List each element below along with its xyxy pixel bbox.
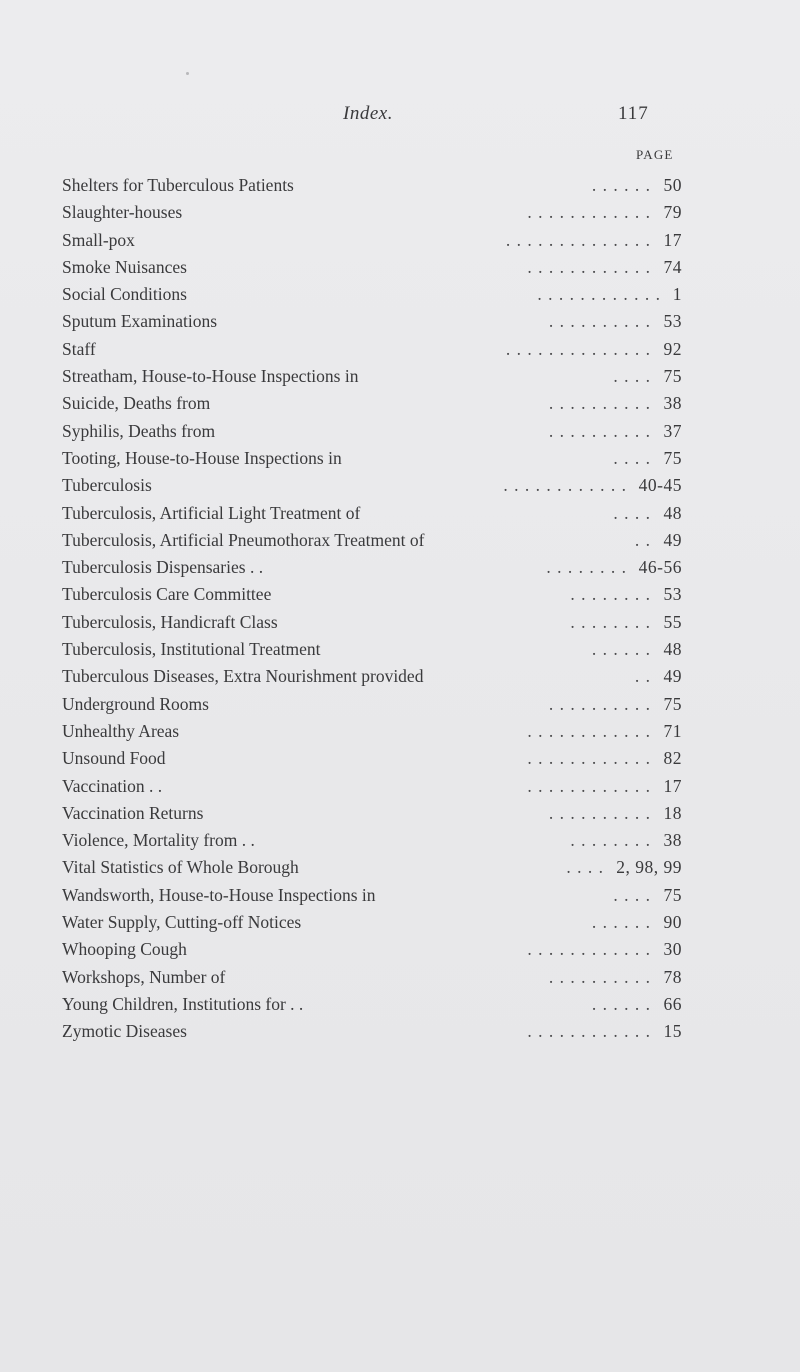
index-entry <box>62 636 682 663</box>
entry-page-reference: 2, 98, 99 <box>616 857 682 878</box>
dot-leaders: . . <box>634 529 651 550</box>
entry-page-reference: 55 <box>663 611 682 632</box>
entry-label: Shelters for Tuberculous Patients <box>62 175 294 195</box>
dot-leaders: . . . . . . . . <box>570 830 651 851</box>
entry-label: Whooping Cough <box>62 939 187 960</box>
entry-page-reference: 1 <box>672 284 682 305</box>
dot-leaders: . . . . . . . . . . . . <box>527 939 651 960</box>
dot-leaders: . . . . . . . . . . . . . . <box>505 338 651 359</box>
index-entry <box>62 199 682 226</box>
dot-leaders: . . . . . . <box>591 639 651 660</box>
entry-label: Tuberculosis Dispensaries . . <box>62 557 264 578</box>
entry-label: Tuberculosis <box>62 475 152 496</box>
paper-speck <box>186 72 189 75</box>
dot-leaders: . . . . . . . . . . <box>548 311 651 332</box>
entry-page-reference: 37 <box>663 420 682 441</box>
index-entry <box>62 527 682 554</box>
entry-page-reference: 50 <box>663 175 682 195</box>
index-entry <box>62 390 682 417</box>
dot-leaders: . . . . <box>613 447 651 468</box>
dot-leaders: . . . . . . . . <box>570 584 651 605</box>
entry-label: Zymotic Diseases <box>62 1021 187 1042</box>
index-entry <box>62 172 682 199</box>
entry-page-reference: 66 <box>663 993 682 1014</box>
entry-label: Water Supply, Cutting-off Notices <box>62 912 302 933</box>
index-entry <box>62 773 682 800</box>
index-entry <box>62 336 682 363</box>
dot-leaders: . . . . . . . . . . <box>548 693 651 714</box>
entry-page-reference: 92 <box>663 338 682 359</box>
dot-leaders: . . . . . . <box>591 993 651 1014</box>
index-entry <box>62 936 682 963</box>
dot-leaders: . . . . <box>613 366 651 387</box>
dot-leaders: . . . . . . . . . . . . <box>503 475 627 496</box>
dot-leaders: . . . . . . . . . . . . <box>527 256 651 277</box>
entry-page-reference: 90 <box>663 912 682 933</box>
entry-page-reference: 53 <box>663 584 682 605</box>
dot-leaders: . . . . <box>613 884 651 905</box>
entry-page-reference: 17 <box>663 775 682 796</box>
entry-page-reference: 48 <box>663 639 682 660</box>
entry-page-reference: 75 <box>663 693 682 714</box>
index-entry <box>62 827 682 854</box>
entry-label: Wandsworth, House-to-House Inspections in <box>62 884 376 905</box>
entry-label: Violence, Mortality from . . <box>62 830 255 851</box>
entry-label: Staff <box>62 338 96 359</box>
dot-leaders: . . . . . . . . . . . . <box>527 748 651 769</box>
index-entry <box>62 281 682 308</box>
entry-page-reference: 48 <box>663 502 682 523</box>
entry-page-reference: 38 <box>663 830 682 851</box>
entry-page-reference: 49 <box>663 666 682 687</box>
dot-leaders: . . . . . . . . <box>546 557 627 578</box>
dot-leaders: . . . . . . <box>591 912 651 933</box>
entry-label: Vaccination . . <box>62 775 163 796</box>
index-entry <box>62 745 682 772</box>
entry-label: Social Conditions <box>62 284 187 305</box>
entry-page-reference: 17 <box>663 229 682 250</box>
dot-leaders: . . . . . . . . <box>570 611 651 632</box>
entry-label: Suicide, Deaths from <box>62 393 211 414</box>
entry-label: Unhealthy Areas <box>62 720 180 741</box>
dot-leaders: . . . . . . . . . . <box>548 393 651 414</box>
index-entry <box>62 581 682 608</box>
index-entry <box>62 691 682 718</box>
entry-page-reference: 78 <box>663 966 682 987</box>
entry-label: Tuberculosis, Artificial Light Treatment of <box>62 502 361 523</box>
entry-page-reference: 30 <box>663 939 682 960</box>
entry-label: Tuberculosis, Institutional Treatment <box>62 639 321 660</box>
entry-page-reference: 79 <box>663 202 682 223</box>
entry-page-reference: 75 <box>663 366 682 387</box>
entry-label: Tooting, House-to-House Inspections in <box>62 447 342 468</box>
entry-page-reference: 15 <box>663 1021 682 1042</box>
page-column-heading: PAGE <box>636 147 674 162</box>
index-entry <box>62 254 682 281</box>
running-title: Index. <box>343 103 393 124</box>
index-entry <box>62 909 682 936</box>
index-entry <box>62 445 682 472</box>
dot-leaders: . . . . . . . . . . <box>548 802 651 823</box>
entry-label: Tuberculous Diseases, Extra Nourishment provided <box>62 666 424 687</box>
dot-leaders: . . . . . . . . . . . . <box>527 720 651 741</box>
dot-leaders: . . . . . . . . . . . . <box>537 284 661 305</box>
index-entry <box>62 964 682 991</box>
entry-page-reference: 46-56 <box>638 557 682 578</box>
entry-page-reference: 74 <box>663 256 682 277</box>
dot-leaders: . . . . . . . . . . . . <box>527 775 651 796</box>
entry-label: Slaughter-houses <box>62 202 183 223</box>
entry-page-reference: 71 <box>663 720 682 741</box>
entry-label: Syphilis, Deaths from <box>62 420 216 441</box>
entry-label: Young Children, Institutions for . . <box>62 993 304 1014</box>
dot-leaders: . . . . . . . . . . . . <box>527 1021 651 1042</box>
entry-page-reference: 49 <box>663 529 682 550</box>
entry-label: Workshops, Number of <box>62 966 226 987</box>
entry-label: Unsound Food <box>62 748 166 769</box>
index-entry <box>62 1018 682 1045</box>
index-entry <box>62 500 682 527</box>
index-entry <box>62 854 682 881</box>
entry-page-reference: 40-45 <box>638 475 682 496</box>
entry-label: Tuberculosis, Artificial Pneumothorax Treatment of <box>62 529 425 550</box>
dot-leaders: . . <box>634 666 651 687</box>
index-entry <box>62 227 682 254</box>
entry-page-reference: 75 <box>663 447 682 468</box>
page-number: 117 <box>618 103 649 124</box>
dot-leaders: . . . . . . . . . . . . <box>527 202 651 223</box>
entry-label: Vaccination Returns <box>62 802 204 823</box>
dot-leaders: . . . . <box>566 857 604 878</box>
dot-leaders: . . . . . . . . . . <box>548 966 651 987</box>
index-entry <box>62 418 682 445</box>
index-entry <box>62 472 682 499</box>
dot-leaders: . . . . . . <box>591 175 651 195</box>
entry-page-reference: 53 <box>663 311 682 332</box>
entry-page-reference: 38 <box>663 393 682 414</box>
entry-label: Underground Rooms <box>62 693 209 714</box>
index-entry <box>62 663 682 690</box>
dot-leaders: . . . . . . . . . . . . . . <box>505 229 651 250</box>
entry-label: Vital Statistics of Whole Borough <box>62 857 299 878</box>
entry-page-reference: 18 <box>663 802 682 823</box>
entry-label: Sputum Examinations <box>62 311 218 332</box>
entry-label: Streatham, House-to-House Inspections in <box>62 366 359 387</box>
index-entry <box>62 800 682 827</box>
index-entry <box>62 308 682 335</box>
dot-leaders: . . . . . . . . . . <box>548 420 651 441</box>
entry-page-reference: 75 <box>663 884 682 905</box>
dot-leaders: . . . . <box>613 502 651 523</box>
index-entry <box>62 718 682 745</box>
index-entry <box>62 882 682 909</box>
entry-page-reference: 82 <box>663 748 682 769</box>
index-entry <box>62 554 682 581</box>
entry-label: Small-pox <box>62 229 135 250</box>
index-entry <box>62 991 682 1018</box>
index-entries <box>62 172 682 1046</box>
entry-label: Smoke Nuisances <box>62 256 187 277</box>
index-entry <box>62 363 682 390</box>
entry-label: Tuberculosis Care Committee <box>62 584 272 605</box>
entry-label: Tuberculosis, Handicraft Class <box>62 611 278 632</box>
index-entry <box>62 609 682 636</box>
